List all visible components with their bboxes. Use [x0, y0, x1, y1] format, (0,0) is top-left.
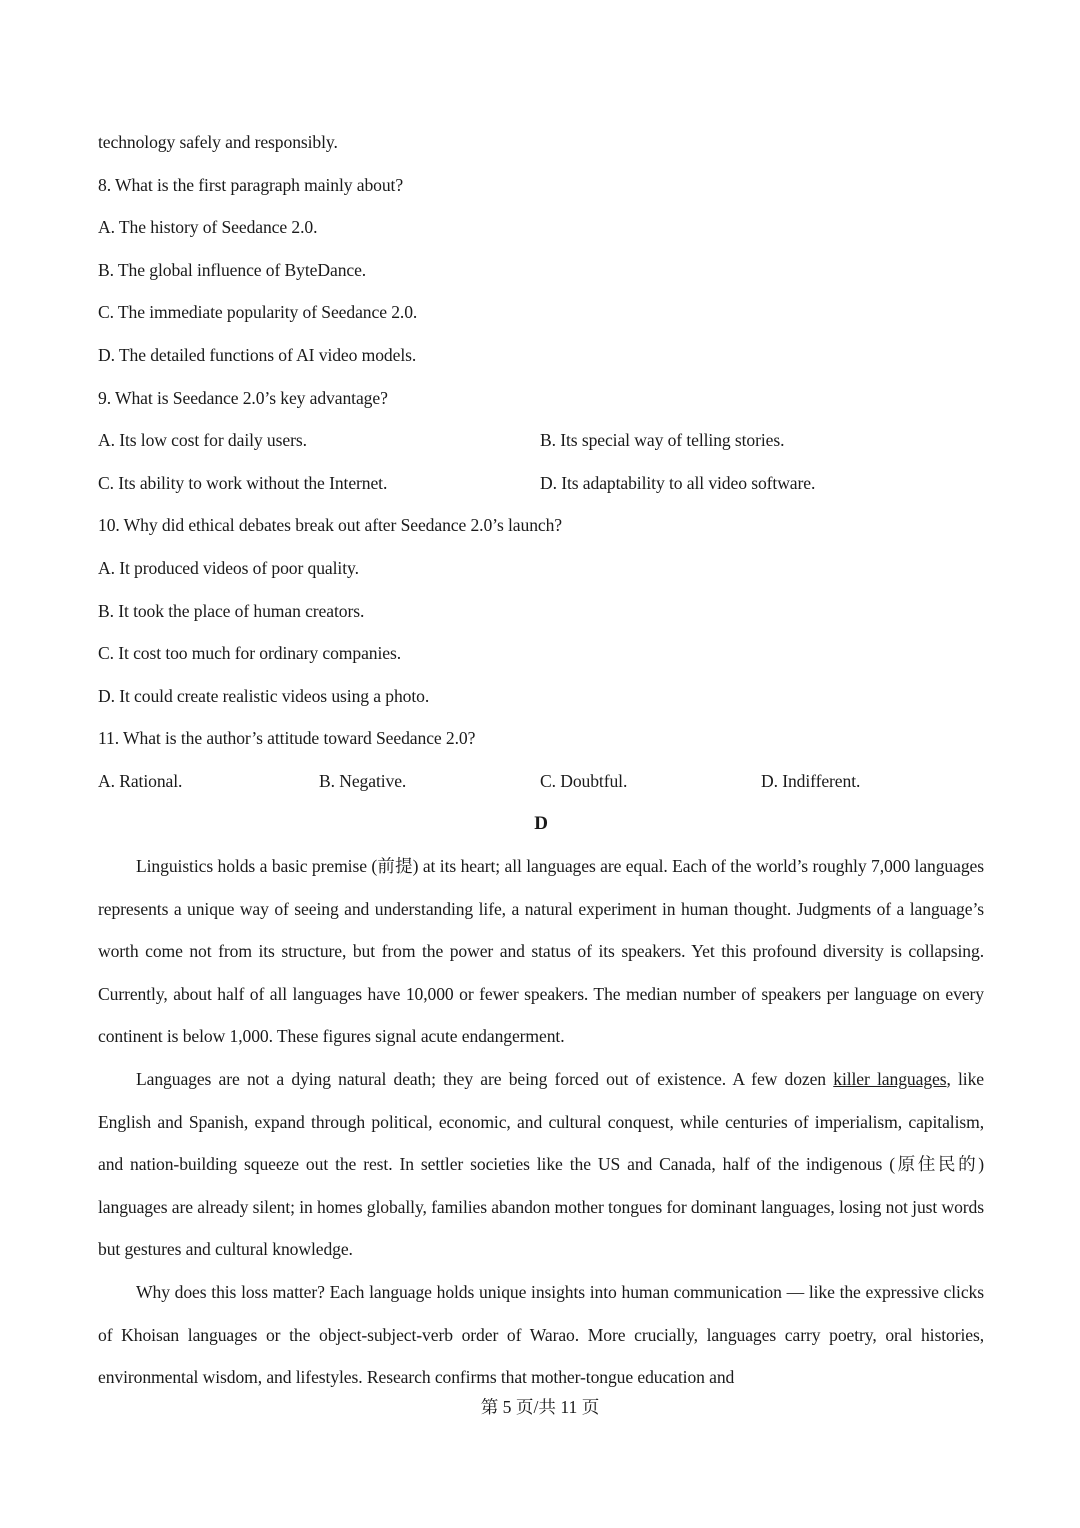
- q9-option-c: C. Its ability to work without the Internet.: [98, 472, 388, 493]
- passage-paragraph-1: Linguistics holds a basic premise (前提) at its heart; all languages are equal. Each of the world’s roughly 7,000 languages represents a unique way of seeing and understanding life, a natural experiment in human thought. Judgments of a language’s worth come not from its structure, but from the power and status of its speakers. Yet this profound diversity is collapsing. Currently, about half of all languages have 10,000 or fewer speakers. The median number of speakers per language on every continent is below 1,000. These figures signal acute endangerment.: [98, 856, 984, 1047]
- section-title: D: [534, 812, 548, 834]
- question-9: 9. What is Seedance 2.0’s key advantage?: [98, 387, 388, 408]
- passage-paragraph-2: [98, 1058, 984, 1271]
- passage-paragraph-3: Why does this loss matter? Each language holds unique insights into human communication — like the expressive clicks of Khoisan languages or the object-subject-verb order of Warao. More crucially, languages carry poetry, oral histories, environmental wisdom, and lifestyles. Research confirms that mother-tongue education and: [98, 1282, 984, 1388]
- q8-option-c: C. The immediate popularity of Seedance 2.0.: [98, 302, 418, 323]
- q9-options-row-2: [98, 462, 984, 505]
- paragraph-2-text-start: Languages are not a dying natural death; they are being forced out of existence. A few dozen: [136, 1069, 834, 1090]
- q9-option-b: B. Its special way of telling stories.: [540, 430, 785, 451]
- q11-option-a: A. Rational.: [98, 770, 183, 791]
- q8-option-d: D. The detailed functions of AI video models.: [98, 344, 417, 365]
- q11-option-d: D. Indifferent.: [761, 770, 861, 791]
- q9-options-row-1: [98, 419, 984, 462]
- paragraph-2-text-end: , like English and Spanish, expand through political, economic, and cultural conquest, while centuries of imperialism, capitalism, and nation-building squeeze out the rest. In settler societies like the US and Canada, half of the indigenous (原住民的) languages are already silent; in homes globally, families abandon mother tongues for dominant languages, losing not just words but gestures and cultural knowledge.: [98, 1069, 984, 1260]
- q8-option-a: A. The history of Seedance 2.0.: [98, 217, 318, 238]
- question-11: 11. What is the author’s attitude toward Seedance 2.0?: [98, 728, 476, 749]
- continued-line: technology safely and responsibly.: [98, 132, 338, 152]
- q11-option-c: C. Doubtful.: [540, 770, 628, 791]
- exam-page: [98, 121, 984, 1399]
- q9-option-a: A. Its low cost for daily users.: [98, 430, 307, 451]
- q10-option-c: C. It cost too much for ordinary companies.: [98, 643, 402, 664]
- q10-option-b: B. It took the place of human creators.: [98, 600, 365, 621]
- q11-option-b: B. Negative.: [319, 770, 407, 791]
- question-8: 8. What is the first paragraph mainly about?: [98, 174, 404, 195]
- q10-option-a: A. It produced videos of poor quality.: [98, 557, 359, 578]
- page-number-footer: 第 5 页/共 11 页: [480, 1397, 600, 1417]
- q11-options-row: [98, 760, 984, 803]
- underlined-term: killer languages: [833, 1069, 947, 1090]
- question-10: 10. Why did ethical debates break out after Seedance 2.0’s launch?: [98, 515, 563, 536]
- q9-option-d: D. Its adaptability to all video software.: [540, 472, 816, 493]
- q8-option-b: B. The global influence of ByteDance.: [98, 259, 367, 280]
- q10-option-d: D. It could create realistic videos using a photo.: [98, 685, 430, 706]
